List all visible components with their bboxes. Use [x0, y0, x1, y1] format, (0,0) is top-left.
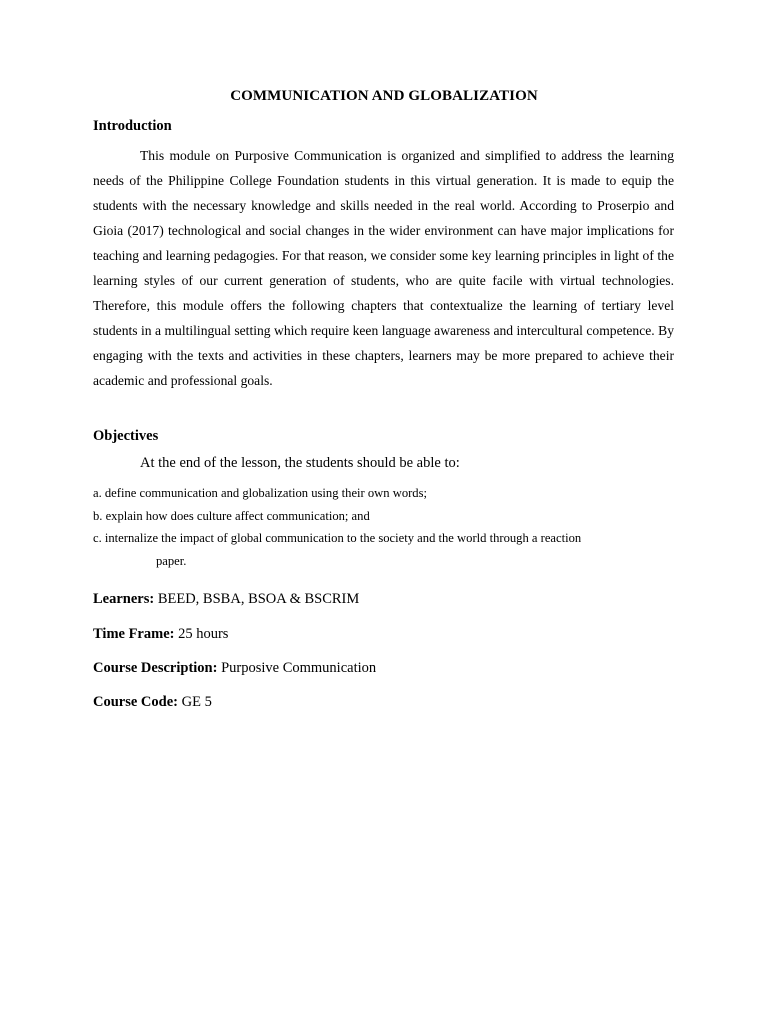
objectives-heading: Objectives	[93, 428, 159, 444]
time-frame-line	[93, 626, 228, 643]
course-code-line	[93, 694, 212, 711]
time-frame-value: 25 hours	[178, 626, 229, 642]
learners-label: Learners:	[93, 591, 155, 607]
learners-value: BEED, BSBA, BSOA & BSCRIM	[157, 591, 360, 607]
objective-continuation: paper.	[156, 553, 187, 568]
objective-text: b. explain how does culture affect communication; and	[93, 508, 370, 523]
course-code-value: GE 5	[181, 694, 212, 710]
learners-line	[93, 591, 359, 608]
objectives-list	[93, 482, 693, 572]
time-frame-label: Time Frame:	[93, 626, 175, 642]
introduction-heading: Introduction	[93, 118, 172, 134]
objective-item	[93, 482, 693, 505]
course-code-label: Course Code:	[93, 694, 178, 710]
objective-text: a. define communication and globalization using their own words;	[93, 486, 428, 500]
course-description-line	[93, 660, 376, 677]
objective-item	[93, 505, 693, 528]
document-title: COMMUNICATION AND GLOBALIZATION	[230, 88, 538, 104]
course-description-label: Course Description:	[93, 660, 218, 676]
objective-item	[93, 527, 693, 572]
introduction-paragraph: This module on Purposive Communication is organized and simplified to address the learning needs of the Philippine College Foundation students in this virtual generation. It is made to equip the students with the necessary knowledge and skills needed in the real world. According to Proserpio and Gioia (2017) technological and social changes in the wider environment can have major implications for teaching and learning pedagogies. For that reason, we consider some key learning principles in light of the learning styles of our current generation of students, who are quite facile with virtual technologies. Therefore, this module offers the following chapters that contextualize the learning of tertiary level students in a multilingual setting which require keen language awareness and intercultural competence. By engaging with the texts and activities in these chapters, learners may be more prepared to achieve their academic and professional goals.	[93, 148, 674, 388]
objectives-lead: At the end of the lesson, the students should be able to:	[140, 455, 460, 471]
objective-text: c. internalize the impact of global communication to the society and the world through a reaction	[93, 531, 582, 545]
course-description-value: Purposive Communication	[221, 660, 377, 676]
